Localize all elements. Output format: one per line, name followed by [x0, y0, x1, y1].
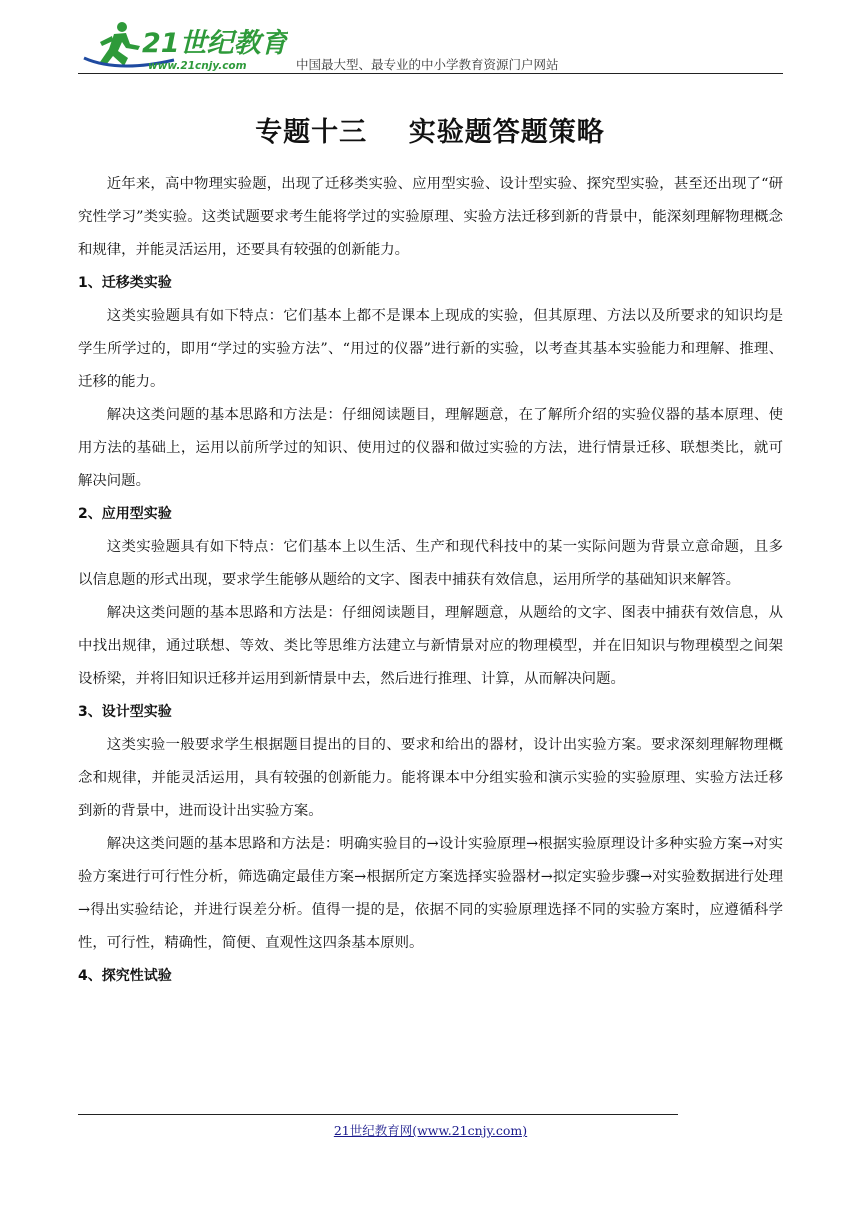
- section-heading: 4、探究性试验: [78, 968, 172, 984]
- section-paragraph: 解决这类问题的基本思路和方法是：仔细阅读题目，理解题意，在了解所介绍的实验仪器的基本原理、使用方法的基础上，运用以前所学过的知识、使用过的仪器和做过实验的方法，进行情景迁移、联想类比，就可解决问题。: [78, 407, 783, 489]
- section-heading: 3、设计型实验: [78, 704, 172, 720]
- site-logo[interactable]: [78, 18, 288, 74]
- footer-divider: [78, 1114, 678, 1115]
- section-paragraph: 解决这类问题的基本思路和方法是：仔细阅读题目，理解题意，从题给的文字、图表中捕获有效信息，从中找出规律，通过联想、等效、类比等思维方法建立与新情景对应的物理模型，并在旧知识与物理模型之间架设桥梁，并将旧知识迁移并运用到新情景中去，然后进行推理、计算，从而解决问题。: [78, 605, 783, 687]
- page-header: [78, 18, 783, 76]
- section-paragraph: 这类实验题具有如下特点：它们基本上以生活、生产和现代科技中的某一实际问题为背景立意命题，且多以信息题的形式出现，要求学生能够从题给的文字、图表中捕获有效信息，运用所学的基础知识来解答。: [78, 539, 783, 588]
- site-tagline: 中国最大型、最专业的中小学教育资源门户网站: [296, 57, 559, 72]
- section-paragraph: 解决这类问题的基本思路和方法是：明确实验目的→设计实验原理→根据实验原理设计多种实验方案→对实验方案进行可行性分析，筛选确定最佳方案→根据所定方案选择实验器材→拟定实验步骤→对实验数据进行处理→得出实验结论，并进行误差分析。值得一提的是，依据不同的实验原理选择不同的实验方案时，应遵循科学性，可行性，精确性，简便、直观性这四条基本原则。: [78, 836, 783, 951]
- section-paragraph: 这类实验题具有如下特点：它们基本上都不是课本上现成的实验，但其原理、方法以及所要求的知识均是学生所学过的，即用“学过的实验方法”、“用过的仪器”进行新的实验，以考查其基本实验能力和理解、推理、迁移的能力。: [78, 308, 783, 390]
- logo-url: www.21cnjy.com: [148, 60, 247, 72]
- header-divider: [78, 73, 783, 74]
- intro-paragraph: 近年来，高中物理实验题，出现了迁移类实验、应用型实验、设计型实验、探究型实验，甚至还出现了“研究性学习”类实验。这类试题要求考生能将学过的实验原理、实验方法迁移到新的背景中，能深刻理解物理概念和规律，并能灵活运用，还要具有较强的创新能力。: [78, 176, 783, 258]
- section-paragraph: 这类实验一般要求学生根据题目提出的目的、要求和给出的器材，设计出实验方案。要求深刻理解物理概念和规律，并能灵活运用，具有较强的创新能力。能将课本中分组实验和演示实验的实验原理、实验方法迁移到新的背景中，进而设计出实验方案。: [78, 737, 783, 819]
- page-title: 专题十三 实验题答题策略: [255, 117, 605, 148]
- document-body: [78, 168, 783, 993]
- logo-wordmark: 21世纪教育: [142, 28, 288, 59]
- footer-site-link[interactable]: 21世纪教育网(www.21cnjy.com): [333, 1123, 528, 1138]
- section-heading: 2、应用型实验: [78, 506, 172, 522]
- section-heading: 1、迁移类实验: [78, 275, 172, 291]
